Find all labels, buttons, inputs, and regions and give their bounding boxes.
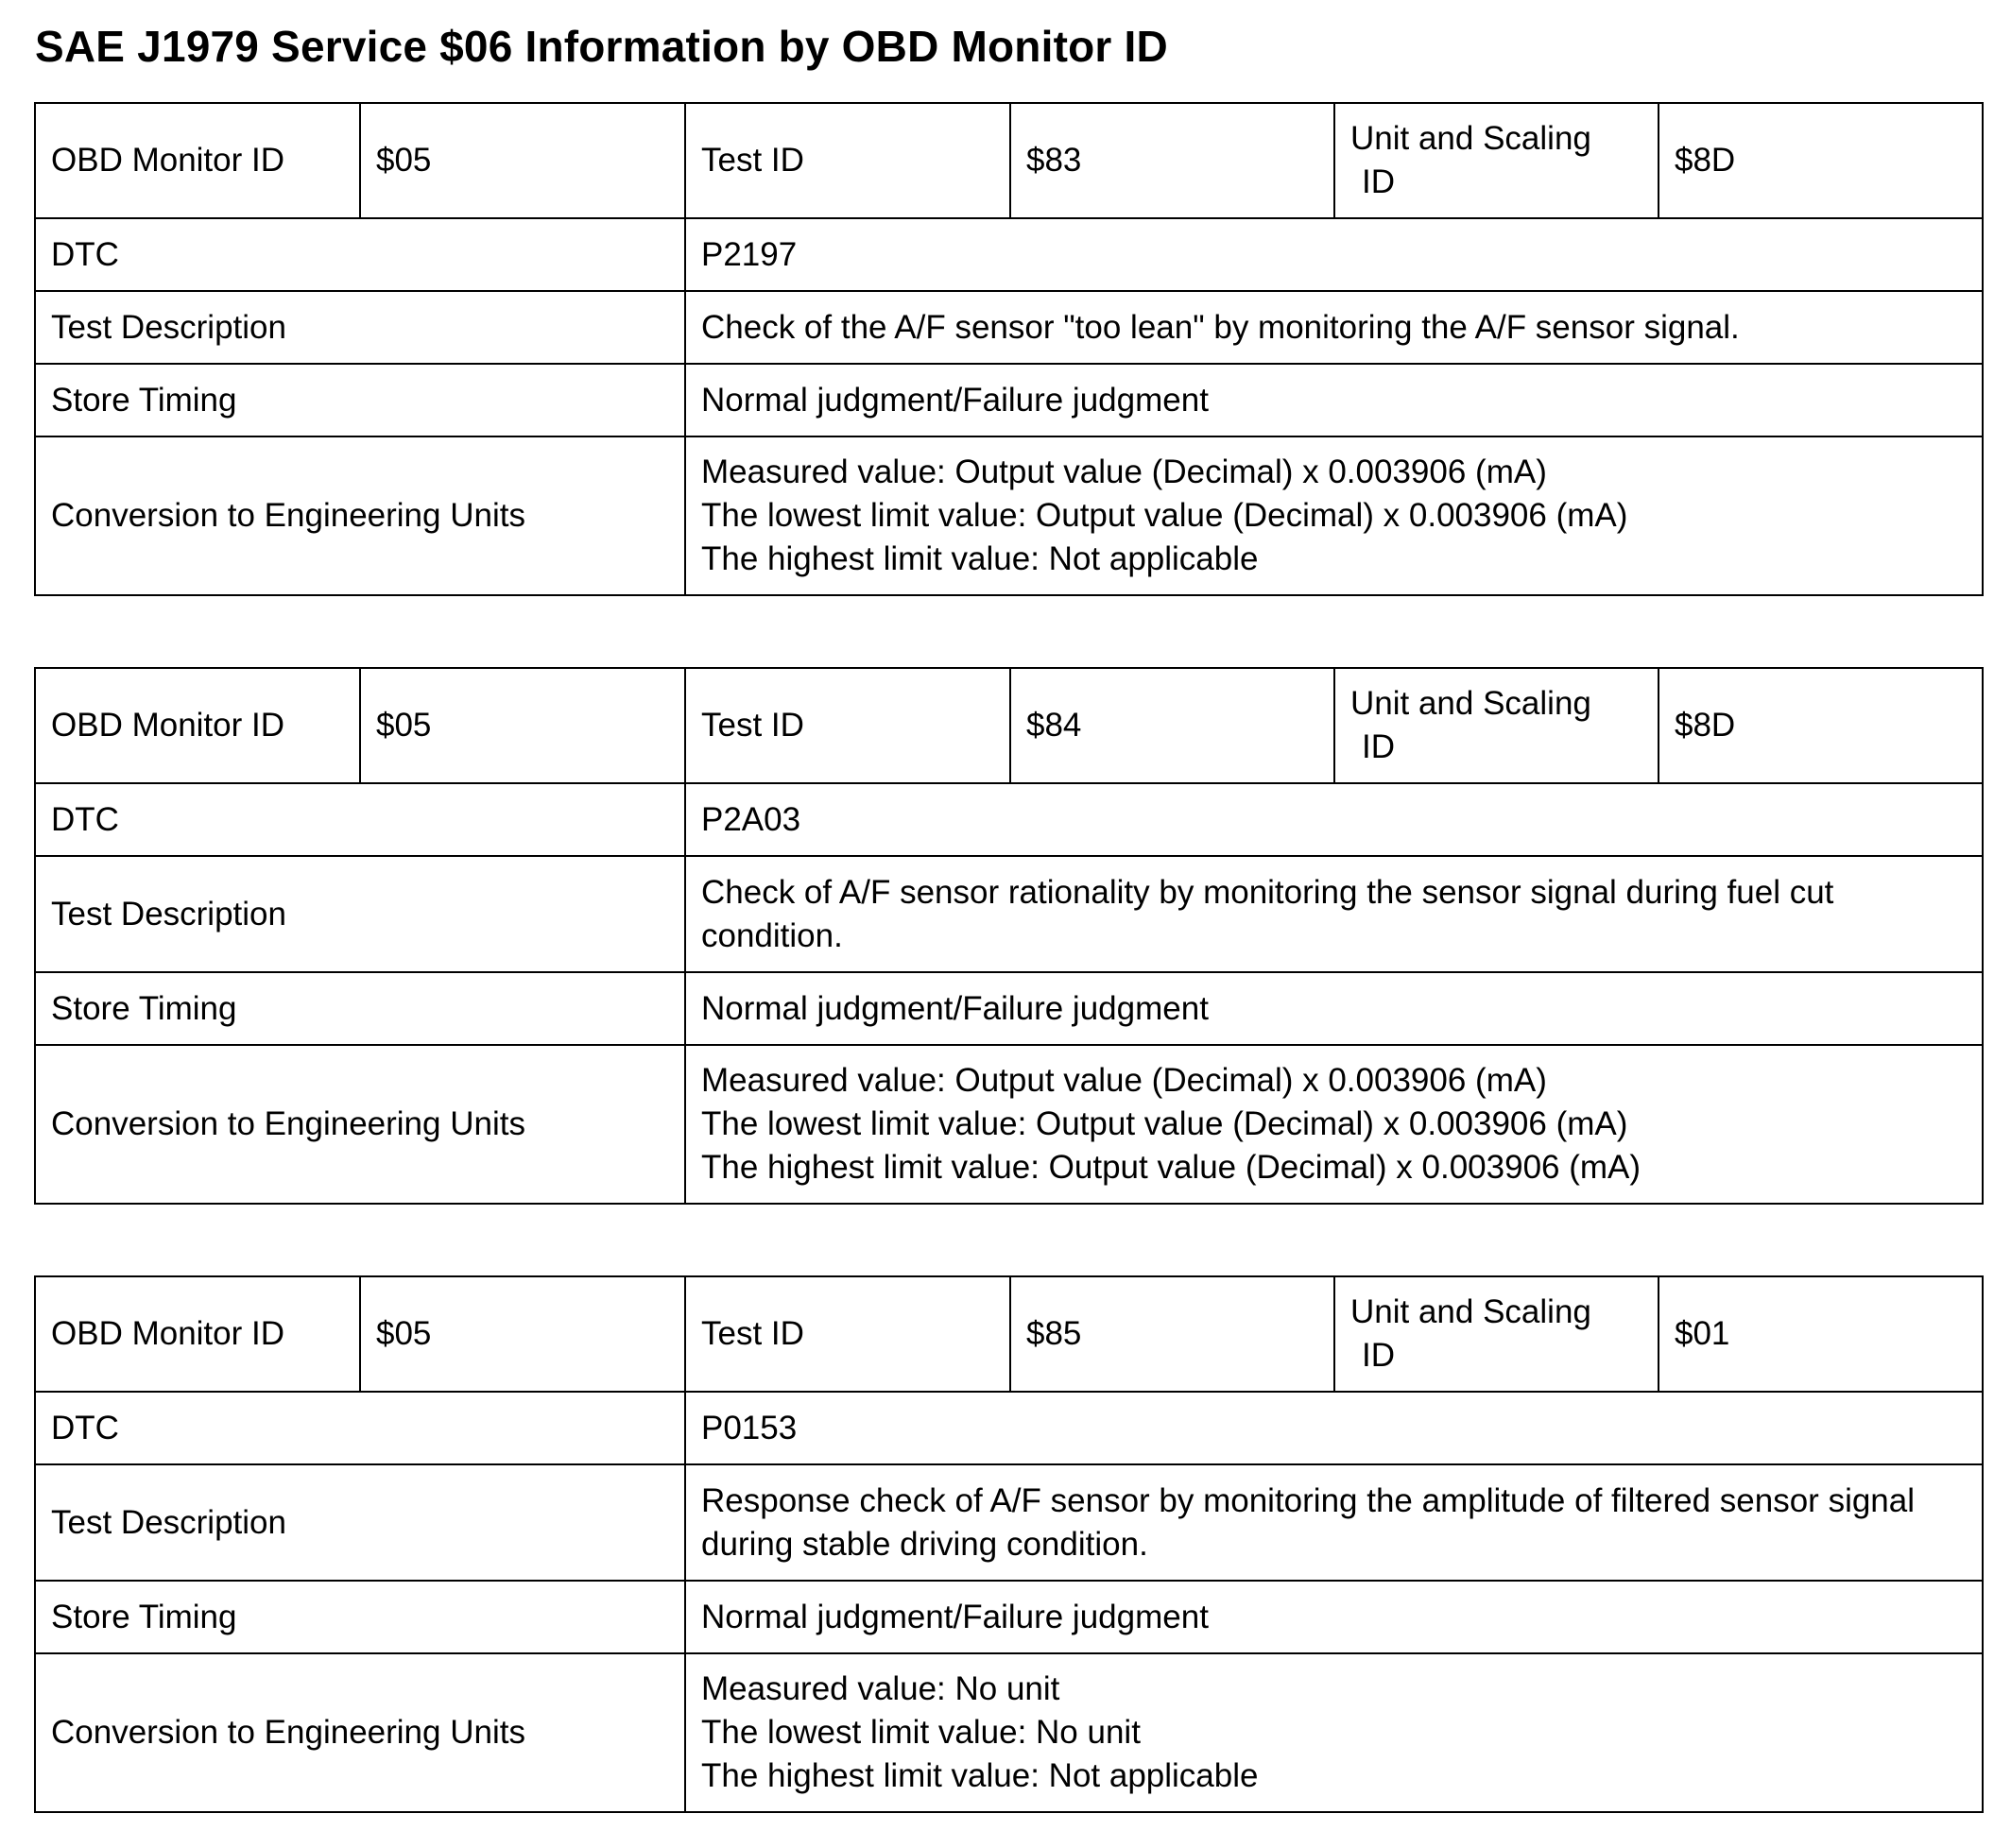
- dtc-row: [35, 1392, 1983, 1464]
- store-timing-row: [35, 364, 1983, 436]
- test-id-value: $83: [1010, 103, 1334, 218]
- conversion-line-measured: Measured value: Output value (Decimal) x 0.003906 (mA): [701, 453, 1547, 490]
- unit-scaling-id-label: [1334, 1276, 1659, 1392]
- unit-scaling-id-value: $8D: [1659, 668, 1983, 783]
- dtc-row: [35, 783, 1983, 856]
- monitor-table-1: [34, 102, 1984, 596]
- dtc-value: P2197: [685, 218, 1983, 291]
- monitor-table-2: [34, 667, 1984, 1205]
- conversion-line-lowest: The lowest limit value: Output value (Decimal) x 0.003906 (mA): [701, 1105, 1628, 1142]
- dtc-value: P2A03: [685, 783, 1983, 856]
- conversion-line-lowest: The lowest limit value: No unit: [701, 1714, 1141, 1751]
- obd-monitor-id-value: $05: [360, 1276, 685, 1392]
- dtc-row: [35, 218, 1983, 291]
- conversion-label: Conversion to Engineering Units: [35, 1653, 685, 1812]
- unit-scaling-label-line2: ID: [1362, 728, 1395, 765]
- conversion-line-highest: The highest limit value: Not applicable: [701, 540, 1259, 577]
- page-title: SAE J1979 Service $06 Information by OBD Monitor ID: [35, 22, 1168, 71]
- store-timing-label: Store Timing: [35, 1581, 685, 1653]
- store-timing-value: Normal judgment/Failure judgment: [685, 1581, 1983, 1653]
- monitor-header-row: [35, 668, 1983, 783]
- unit-scaling-id-value: $01: [1659, 1276, 1983, 1392]
- test-id-value: $84: [1010, 668, 1334, 783]
- obd-monitor-id-value: $05: [360, 103, 685, 218]
- store-timing-row: [35, 972, 1983, 1045]
- store-timing-value: Normal judgment/Failure judgment: [685, 364, 1983, 436]
- unit-scaling-label-line2: ID: [1362, 1337, 1395, 1374]
- test-description-value: Check of the A/F sensor "too lean" by monitoring the A/F sensor signal.: [685, 291, 1983, 364]
- unit-scaling-label-line1: Unit and Scaling: [1350, 1293, 1591, 1330]
- test-description-row: [35, 1464, 1983, 1581]
- unit-scaling-label-line1: Unit and Scaling: [1350, 120, 1591, 157]
- test-id-label: Test ID: [685, 1276, 1010, 1392]
- conversion-line-highest: The highest limit value: Output value (Decimal) x 0.003906 (mA): [701, 1149, 1641, 1186]
- obd-monitor-id-label: OBD Monitor ID: [35, 103, 360, 218]
- monitor-table-3: [34, 1275, 1984, 1813]
- dtc-value: P0153: [685, 1392, 1983, 1464]
- dtc-label: DTC: [35, 783, 685, 856]
- test-description-label: Test Description: [35, 1464, 685, 1581]
- monitor-header-row: [35, 1276, 1983, 1392]
- conversion-value: [685, 1045, 1983, 1204]
- dtc-label: DTC: [35, 1392, 685, 1464]
- conversion-line-measured: Measured value: Output value (Decimal) x 0.003906 (mA): [701, 1062, 1547, 1099]
- test-id-value: $85: [1010, 1276, 1334, 1392]
- obd-monitor-id-label: OBD Monitor ID: [35, 668, 360, 783]
- store-timing-label: Store Timing: [35, 364, 685, 436]
- obd-monitor-id-label: OBD Monitor ID: [35, 1276, 360, 1392]
- conversion-row: [35, 1653, 1983, 1812]
- unit-scaling-id-label: [1334, 668, 1659, 783]
- conversion-line-measured: Measured value: No unit: [701, 1670, 1060, 1707]
- conversion-row: [35, 436, 1983, 595]
- conversion-line-highest: The highest limit value: Not applicable: [701, 1757, 1259, 1794]
- conversion-row: [35, 1045, 1983, 1204]
- test-description-value: Check of A/F sensor rationality by monitoring the sensor signal during fuel cut condition.: [685, 856, 1983, 972]
- store-timing-label: Store Timing: [35, 972, 685, 1045]
- conversion-value: [685, 1653, 1983, 1812]
- unit-scaling-id-label: [1334, 103, 1659, 218]
- monitor-header-row: [35, 103, 1983, 218]
- store-timing-value: Normal judgment/Failure judgment: [685, 972, 1983, 1045]
- test-id-label: Test ID: [685, 103, 1010, 218]
- conversion-value: [685, 436, 1983, 595]
- test-description-row: [35, 291, 1983, 364]
- test-id-label: Test ID: [685, 668, 1010, 783]
- store-timing-row: [35, 1581, 1983, 1653]
- dtc-label: DTC: [35, 218, 685, 291]
- test-description-row: [35, 856, 1983, 972]
- conversion-line-lowest: The lowest limit value: Output value (Decimal) x 0.003906 (mA): [701, 497, 1628, 534]
- test-description-label: Test Description: [35, 856, 685, 972]
- unit-scaling-id-value: $8D: [1659, 103, 1983, 218]
- unit-scaling-label-line1: Unit and Scaling: [1350, 685, 1591, 722]
- test-description-value: Response check of A/F sensor by monitoring the amplitude of filtered sensor signal during stable driving condition.: [685, 1464, 1983, 1581]
- obd-monitor-id-value: $05: [360, 668, 685, 783]
- unit-scaling-label-line2: ID: [1362, 163, 1395, 200]
- test-description-label: Test Description: [35, 291, 685, 364]
- conversion-label: Conversion to Engineering Units: [35, 436, 685, 595]
- conversion-label: Conversion to Engineering Units: [35, 1045, 685, 1204]
